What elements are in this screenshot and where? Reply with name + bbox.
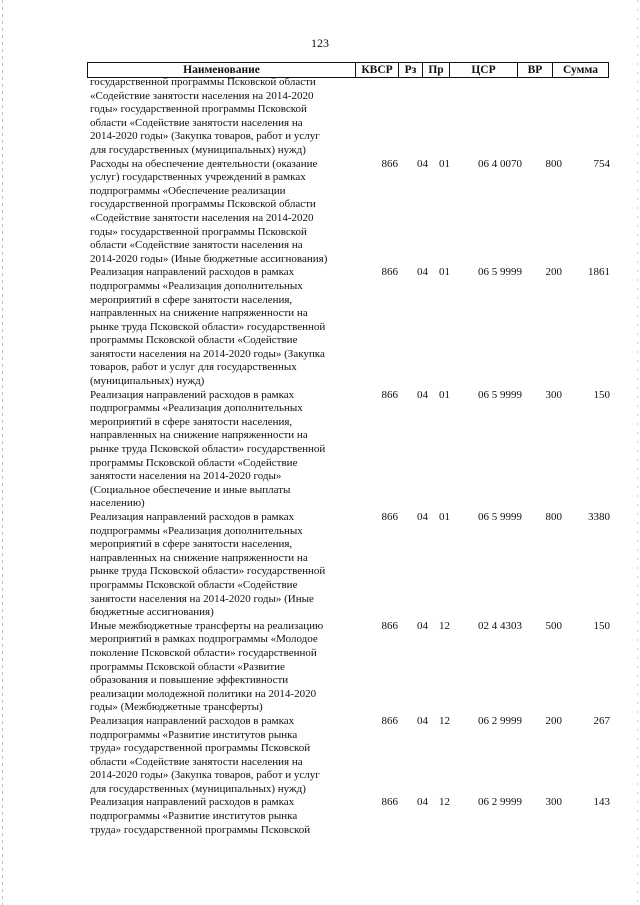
header-vr: ВР — [517, 63, 552, 77]
row-csr: 06 2 9999 — [478, 796, 522, 809]
scan-edge-left — [2, 0, 3, 905]
row-kvsr: 866 — [381, 388, 398, 401]
header-pr: Пр — [422, 63, 449, 77]
row-pr: 01 — [439, 266, 450, 279]
row-name: Расходы на обеспечение деятельности (оказание услуг) государственных учреждений в рамках подпрограммы «Обеспечение реализации государственной программы Псковской области «Содействие занятости населения на 2014-2020 годы» государственной программы Псковской области «Содействие занятости населения на 2014-2020 годы» (Иные бюджетные ассигнования) — [90, 157, 328, 265]
row-sum: 3380 — [588, 511, 610, 523]
row-kvsr: 866 — [381, 714, 398, 727]
row-sum: 150 — [593, 619, 610, 632]
row-vr: 800 — [545, 511, 562, 523]
table-row — [90, 715, 610, 797]
row-name: Реализация направлений расходов в рамках подпрограммы «Развитие институтов рынка труда» государственной программы Псковской области «Содействие занятости населения на 2014-2020 годы» (Закупка товаров, работ и услуг для государственных (муниципальных) нужд) — [90, 714, 320, 795]
row-name: Реализация направлений расходов в рамках подпрограммы «Реализация дополнительных мероприятий в сфере занятости населения, направленных на снижение напряженности на рынке труда Псковской области» государственной программы Псковской области «Содействие занятости населения на 2014-2020 годы» (Закупка товаров, работ и услуг для государственных (муниципальных) нужд) — [90, 266, 326, 388]
row-csr: 06 4 0070 — [478, 157, 522, 170]
table-row — [90, 76, 610, 158]
header-sum: Сумма — [552, 63, 608, 77]
row-kvsr: 866 — [381, 266, 398, 279]
header-rz: Рз — [398, 63, 422, 77]
header-csr: ЦСР — [449, 63, 517, 77]
row-vr: 300 — [545, 388, 562, 401]
row-pr: 12 — [439, 619, 450, 632]
row-rz: 04 — [417, 266, 428, 279]
row-name: Иные межбюджетные трансферты на реализацию мероприятий в рамках подпрограммы «Молодое поколение Псковской области» государственной программы Псковской области «Развитие образования и повышение эффективности реализации молодежной политики на 2014-2020 годы» (Межбюджетные трансферты) — [90, 619, 324, 714]
row-rz: 04 — [417, 511, 428, 523]
table-row — [90, 620, 610, 715]
row-rz: 04 — [417, 157, 428, 170]
table-row — [90, 511, 610, 620]
row-rz: 04 — [417, 619, 428, 632]
row-sum: 267 — [593, 714, 610, 727]
header-name: Наименование — [183, 64, 260, 76]
row-csr: 06 5 9999 — [478, 266, 522, 279]
row-sum: 143 — [593, 796, 610, 809]
row-vr: 200 — [545, 266, 562, 279]
table-body — [90, 76, 610, 837]
row-kvsr: 866 — [381, 157, 398, 170]
row-pr: 01 — [439, 388, 450, 401]
row-sum: 754 — [593, 157, 610, 170]
row-sum: 1861 — [588, 266, 610, 279]
row-name: государственной программы Псковской области «Содействие занятости населения на 2014-2020 годы» государственной программы Псковской области «Содействие занятости населения на 2014-2020 годы» (Закупка товаров, работ и услуг для государственных (муниципальных) нужд) — [90, 76, 320, 156]
row-vr: 500 — [545, 619, 562, 632]
table-row — [90, 796, 610, 837]
table-row — [90, 266, 610, 388]
table-row — [90, 389, 610, 511]
row-rz: 04 — [417, 796, 428, 809]
row-name: Реализация направлений расходов в рамках подпрограммы «Реализация дополнительных мероприятий в сфере занятости населения, направленных на снижение напряженности на рынке труда Псковской области» государственной программы Псковской области «Содействие занятости населения на 2014-2020 годы» (Иные бюджетные ассигнования) — [90, 511, 326, 619]
row-pr: 01 — [439, 157, 450, 170]
scan-edge-right — [637, 0, 638, 905]
row-csr: 06 5 9999 — [478, 388, 522, 401]
row-kvsr: 866 — [381, 619, 398, 632]
row-rz: 04 — [417, 714, 428, 727]
row-sum: 150 — [593, 388, 610, 401]
row-pr: 12 — [439, 796, 450, 809]
row-csr: 06 5 9999 — [478, 511, 522, 523]
header-kvsr: КВСР — [355, 63, 398, 77]
table-row — [90, 158, 610, 267]
row-pr: 01 — [439, 511, 450, 523]
row-kvsr: 866 — [381, 796, 398, 809]
row-vr: 800 — [545, 157, 562, 170]
row-kvsr: 866 — [381, 511, 398, 523]
row-name: Реализация направлений расходов в рамках подпрограммы «Развитие институтов рынка труда» государственной программы Псковской — [90, 796, 311, 836]
row-vr: 200 — [545, 714, 562, 727]
row-rz: 04 — [417, 388, 428, 401]
row-vr: 300 — [545, 796, 562, 809]
row-pr: 12 — [439, 714, 450, 727]
page-number: 123 — [311, 36, 329, 50]
row-csr: 02 4 4303 — [478, 619, 522, 632]
row-csr: 06 2 9999 — [478, 714, 522, 727]
row-name: Реализация направлений расходов в рамках подпрограммы «Реализация дополнительных мероприятий в сфере занятости населения, направленных на снижение напряженности на рынке труда Псковской области» государственной программы Псковской области «Содействие занятости населения на 2014-2020 годы» (Социальное обеспечение и иные выплаты населению) — [90, 388, 326, 510]
